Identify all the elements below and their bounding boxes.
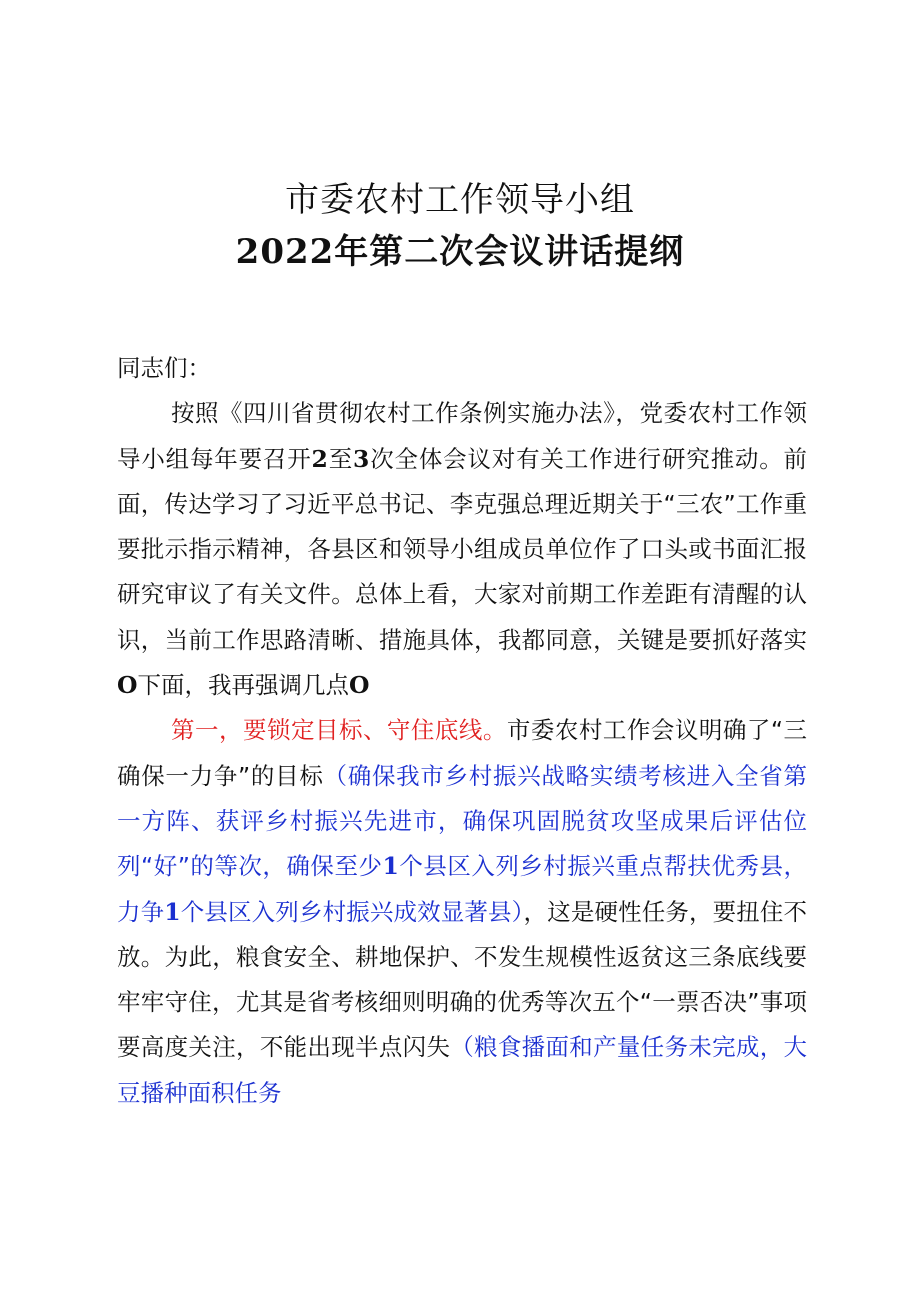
- highlight-text: （确保我市乡村振兴战略实绩考核进入全省第一方阵、获评乡村振兴先进市，确保巩固脱贫攻坚成果后评估位列“好”的等次，确保至少: [117, 761, 807, 881]
- paragraph-text: ，这是硬性任务，要扭住不放。为此，粮食安全、耕地保护、不发生规模性返贫这三条底线要牢牢守住，尤其是省考核细则明确的优秀等次五个“一票否决”事项要高度关注，不能出现半点闪失: [117, 897, 808, 1062]
- number-value: O: [348, 671, 370, 700]
- document-title-line1: 市委农村工作领导小组: [285, 180, 635, 220]
- number-value: 2: [311, 444, 328, 473]
- paragraph-text: 市委农村工作会议明确了“三确保一力争”的目标: [117, 716, 807, 790]
- highlight-number: 1: [382, 852, 399, 881]
- document-title-line2: 2022年第二次会议讲话提纲: [235, 232, 685, 272]
- number-value: 3: [353, 444, 370, 473]
- document-body: [117, 346, 807, 1116]
- highlight-text: 个县区入列乡村振兴重点帮扶优秀县，力争: [117, 852, 807, 926]
- paragraph-first-point: [117, 708, 807, 1116]
- highlight-text: （粮食播面和产量任务未完成，大豆播种面积任务: [117, 1033, 807, 1107]
- salutation: 同志们：: [117, 354, 211, 382]
- number-value: O: [117, 671, 138, 700]
- highlight-number: 1: [164, 897, 181, 926]
- paragraph-text: 下面，我再强调几点: [137, 671, 349, 700]
- highlight-text: 个县区入列乡村振兴成效显著县）: [180, 897, 524, 926]
- paragraph-text: 按照《四川省贯彻农村工作条例实施办法》，党委农村工作领导小组每年要召开: [117, 399, 807, 473]
- paragraph-intro: [117, 391, 807, 708]
- paragraph-text: 次全体会议对有关工作进行研究推动。前面，传达学习了习近平总书记、李克强总理近期关于“三农”工作重要批示指示精神，各县区和领导小组成员单位作了口头或书面汇报研究审议了有关文件。总体上看，大家对前期工作差距有清醒的认识，当前工作思路清晰、措施具体，我都同意，关键是要抓好落实: [117, 444, 808, 654]
- section-heading: 第一，要锁定目标、守住底线。: [171, 716, 507, 745]
- paragraph-text: 至: [327, 444, 354, 473]
